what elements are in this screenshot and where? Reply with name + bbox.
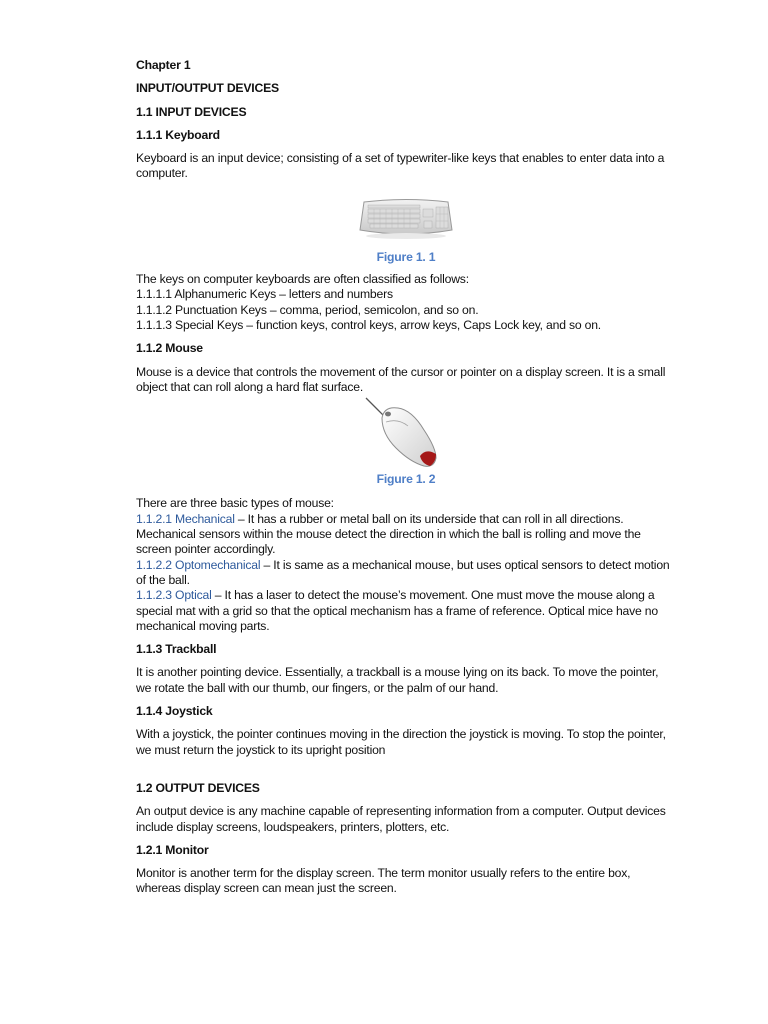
mouse-type-name: 1.1.2.3 Optical <box>136 588 212 603</box>
trackball-paragraph: It is another pointing device. Essentially, a trackball is a mouse lying on its back. To move the pointer, we rotate the ball with our thumb, our fingers, or the palm of our hand. <box>136 665 659 695</box>
mouse-type-optical <box>136 588 676 634</box>
keyboard-image <box>358 194 454 244</box>
chapter-label: Chapter 1 <box>136 58 191 72</box>
figure-1-2-caption: Figure 1. 2 <box>376 472 436 487</box>
chapter-title: INPUT/OUTPUT DEVICES <box>136 81 279 96</box>
keys-item-punctuation: 1.1.1.2 Punctuation Keys – comma, period, semicolon, and so on. <box>136 302 479 317</box>
mouse-type-description: – It has a rubber or metal ball on its underside that can roll in all directions. Mechanical sensors within the mouse detect the direction in which the ball is rolling and move the screen pointer accordingly. <box>136 511 641 557</box>
keyboard-paragraph: Keyboard is an input device; consisting of a set of typewriter-like keys that enables to enter data into a computer. <box>136 151 665 181</box>
mouse-type-optomechanical <box>136 558 676 589</box>
joystick-heading: 1.1.4 Joystick <box>136 704 213 719</box>
mouse-figure <box>136 396 676 470</box>
joystick-paragraph: With a joystick, the pointer continues moving in the direction the joystick is moving. To stop the pointer, we must return the joystick to its upright position <box>136 727 666 757</box>
mouse-types-intro: There are three basic types of mouse: <box>136 496 334 511</box>
keys-classification-intro: The keys on computer keyboards are often classified as follows: <box>136 272 469 287</box>
keyboard-figure <box>136 194 676 244</box>
mouse-image <box>364 396 448 470</box>
keys-item-special: 1.1.1.3 Special Keys – function keys, control keys, arrow keys, Caps Lock key, and so on. <box>136 317 601 332</box>
mouse-paragraph: Mouse is a device that controls the movement of the cursor or pointer on a display screen. It is a small object that can roll along a hard flat surface. <box>136 364 666 394</box>
keys-item-alphanumeric: 1.1.1.1 Alphanumeric Keys – letters and numbers <box>136 287 393 302</box>
mouse-type-description: – It is same as a mechanical mouse, but uses optical sensors to detect motion of the ball. <box>136 557 670 587</box>
trackball-heading: 1.1.3 Trackball <box>136 642 217 657</box>
input-devices-heading: 1.1 INPUT DEVICES <box>136 104 247 119</box>
mouse-type-name: 1.1.2.1 Mechanical <box>136 511 235 526</box>
monitor-heading: 1.2.1 Monitor <box>136 842 209 857</box>
mouse-type-description: – It has a laser to detect the mouse’s movement. One must move the mouse along a special mat with a grid so that the optical mechanism has a frame of reference. Optical mice have no mechanical moving parts. <box>136 588 658 633</box>
output-devices-heading: 1.2 OUTPUT DEVICES <box>136 780 260 795</box>
mouse-heading: 1.1.2 Mouse <box>136 341 203 356</box>
output-devices-paragraph: An output device is any machine capable of representing information from a computer. Output devices include display screens, loudspeakers, printers, plotters, etc. <box>136 804 666 834</box>
mouse-type-name: 1.1.2.2 Optomechanical <box>136 557 261 572</box>
mouse-type-mechanical <box>136 512 676 558</box>
figure-1-1-caption: Figure 1. 1 <box>376 249 436 264</box>
monitor-paragraph: Monitor is another term for the display screen. The term monitor usually refers to the entire box, whereas display screen can mean just the screen. <box>136 866 631 896</box>
keyboard-heading: 1.1.1 Keyboard <box>136 127 220 142</box>
document-content <box>136 58 676 897</box>
